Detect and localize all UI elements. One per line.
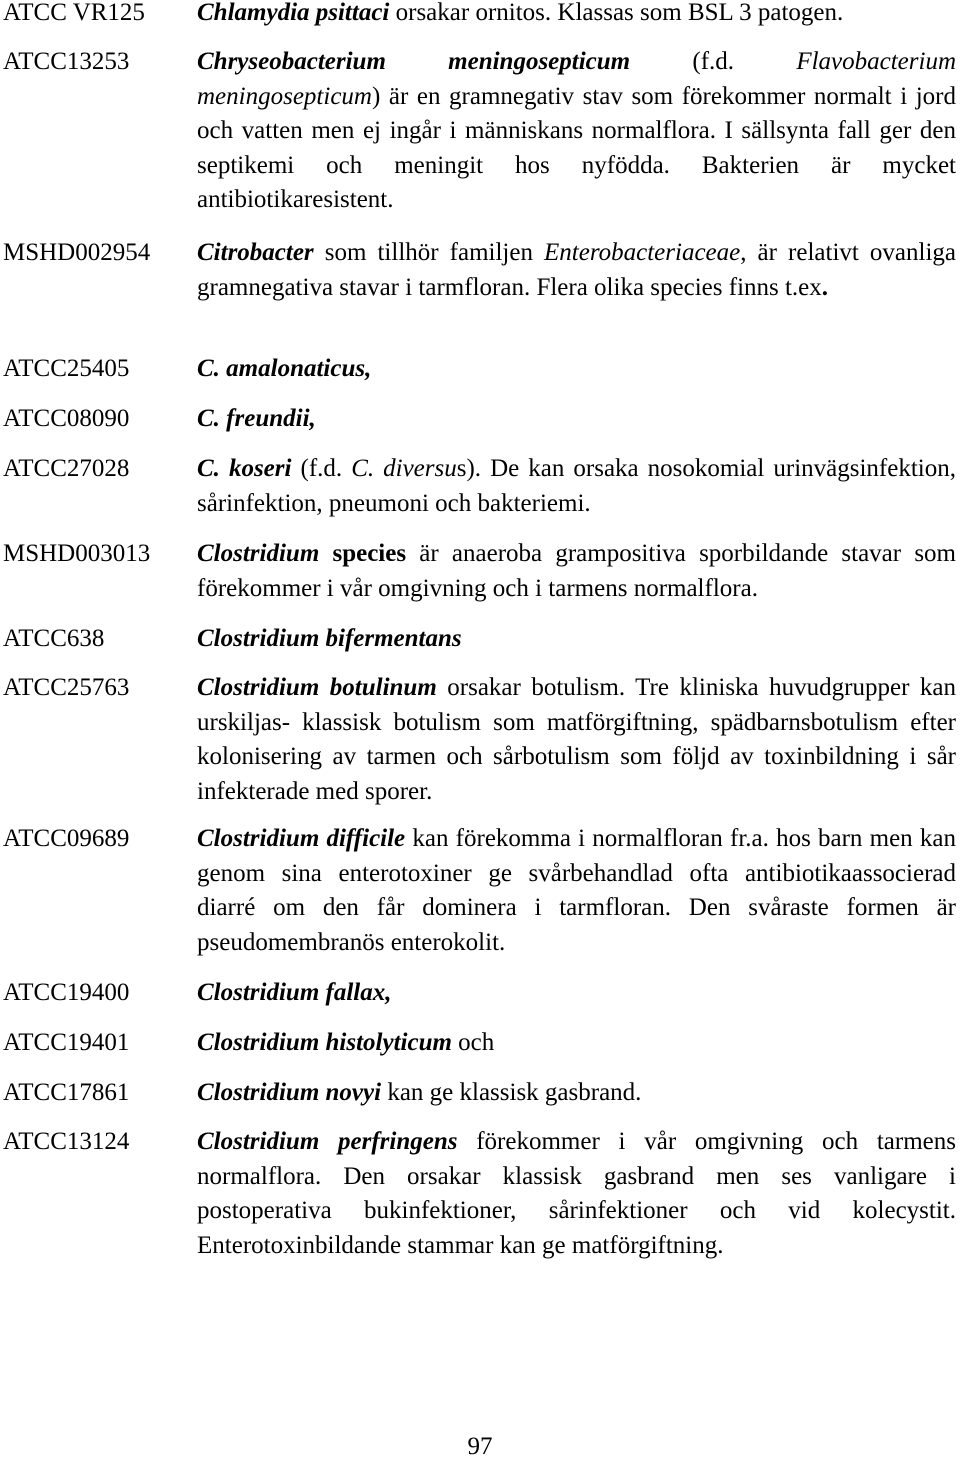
description-text: orsakar ornitos. Klassas som BSL 3 patogen. (389, 0, 844, 26)
strain-code: ATCC09689 (3, 825, 130, 852)
organism-name: Citrobacter (197, 239, 314, 266)
organism-description (197, 537, 956, 606)
organism-name: Clostridium histolyticum (197, 1029, 452, 1056)
description-text: (f.d. (291, 455, 352, 482)
description-text: som tillhör familjen (313, 239, 545, 266)
description-text: kan ge klassisk gasbrand. (381, 1079, 642, 1106)
organism-description (197, 236, 956, 305)
strain-code: ATCC VR125 (3, 0, 145, 26)
description-text: , är relativt ovanliga gramnegativa stavar i tarmfloran. Flera olika species finns t.ex (197, 239, 956, 301)
strain-code: MSHD003013 (3, 540, 151, 567)
organism-name: Clostridium (197, 540, 320, 567)
organism-description (197, 671, 956, 809)
description-text: Enterobacteriaceae (544, 239, 741, 266)
organism-description (197, 0, 956, 31)
description-text: och (451, 1029, 495, 1056)
organism-name: C. freundii, (197, 405, 316, 432)
organism-name: C. koseri (197, 455, 292, 482)
organism-description (197, 45, 956, 218)
description-text: orsakar botulism. Tre kliniska huvudgrupper kan urskiljas- klassisk botulism som matförgiftning, spädbarnsbotulism efter kolonisering av tarmen och sårbotulism som följd av toxinbildning i sår infekterade med sporer. (197, 674, 956, 805)
description-text: förekommer i vår omgivning och tarmens normalflora. Den orsakar klassisk gasbrand men ses vanligare i postoperativa bukinfektioner, sårinfektioner och vid kolecystit. Enterotoxinbildande stammar kan ge matförgiftning. (197, 1128, 956, 1259)
organism-description (197, 622, 956, 657)
description-text: C. diversu (351, 455, 457, 482)
organism-description (197, 402, 956, 437)
description-text: ) är en gramnegativ stav som förekommer normalt i jord och vatten men ej ingår i människans normalflora. I sällsynta fall ger den septikemi och meningit hos nyfödda. Bakterien är mycket antibiotikaresistent. (197, 82, 956, 213)
organism-name: Clostridium novyi (197, 1079, 382, 1106)
description-text: . (821, 273, 829, 301)
strain-code: ATCC08090 (3, 405, 130, 432)
page-number: 97 (467, 1433, 493, 1460)
strain-code: ATCC27028 (3, 455, 130, 482)
strain-code: ATCC25405 (3, 355, 130, 382)
strain-code: ATCC638 (3, 625, 105, 652)
organism-name: Clostridium bifermentans (197, 625, 462, 652)
description-text: (f.d. (630, 48, 797, 75)
organism-name: Clostridium perfringens (197, 1128, 458, 1155)
strain-code: ATCC19401 (3, 1029, 130, 1056)
strain-code: ATCC19400 (3, 979, 130, 1006)
description-text: är anaeroba grampositiva sporbildande stavar som förekommer i vår omgivning och i tarmens normalflora. (197, 540, 956, 602)
description-text: species (319, 540, 407, 567)
strain-code: ATCC13253 (3, 48, 130, 75)
organism-name: Chlamydia psittaci (197, 0, 390, 26)
strain-code: ATCC17861 (3, 1079, 130, 1106)
strain-code: ATCC13124 (3, 1128, 130, 1155)
organism-name: Clostridium difficile (197, 825, 406, 852)
organism-description (197, 352, 956, 387)
description-text: kan förekomma i normalfloran fr.a. hos barn men kan genom sina enterotoxiner ge svårbehandlad ofta antibiotikaassocierad diarré om den får dominera i tarmfloran. Den svåraste formen är pseudomembranös enterokolit. (197, 825, 956, 956)
organism-name: C. amalonaticus, (197, 355, 372, 382)
strain-code: ATCC25763 (3, 674, 130, 701)
organism-description (197, 822, 956, 960)
description-text: s). De kan orsaka nosokomial urinvägsinfektion, sårinfektion, pneumoni och bakteriemi. (197, 455, 956, 517)
organism-description (197, 1076, 956, 1111)
organism-name: Clostridium fallax, (197, 979, 392, 1006)
organism-description (197, 1125, 956, 1263)
strain-code: MSHD002954 (3, 239, 151, 266)
organism-name: Chryseobacterium meningosepticum (197, 48, 631, 75)
organism-description (197, 1026, 956, 1061)
organism-description (197, 976, 956, 1011)
organism-description (197, 452, 956, 521)
organism-name: Clostridium botulinum (197, 674, 437, 701)
description-text: Flavobacterium meningosepticum (197, 48, 956, 110)
